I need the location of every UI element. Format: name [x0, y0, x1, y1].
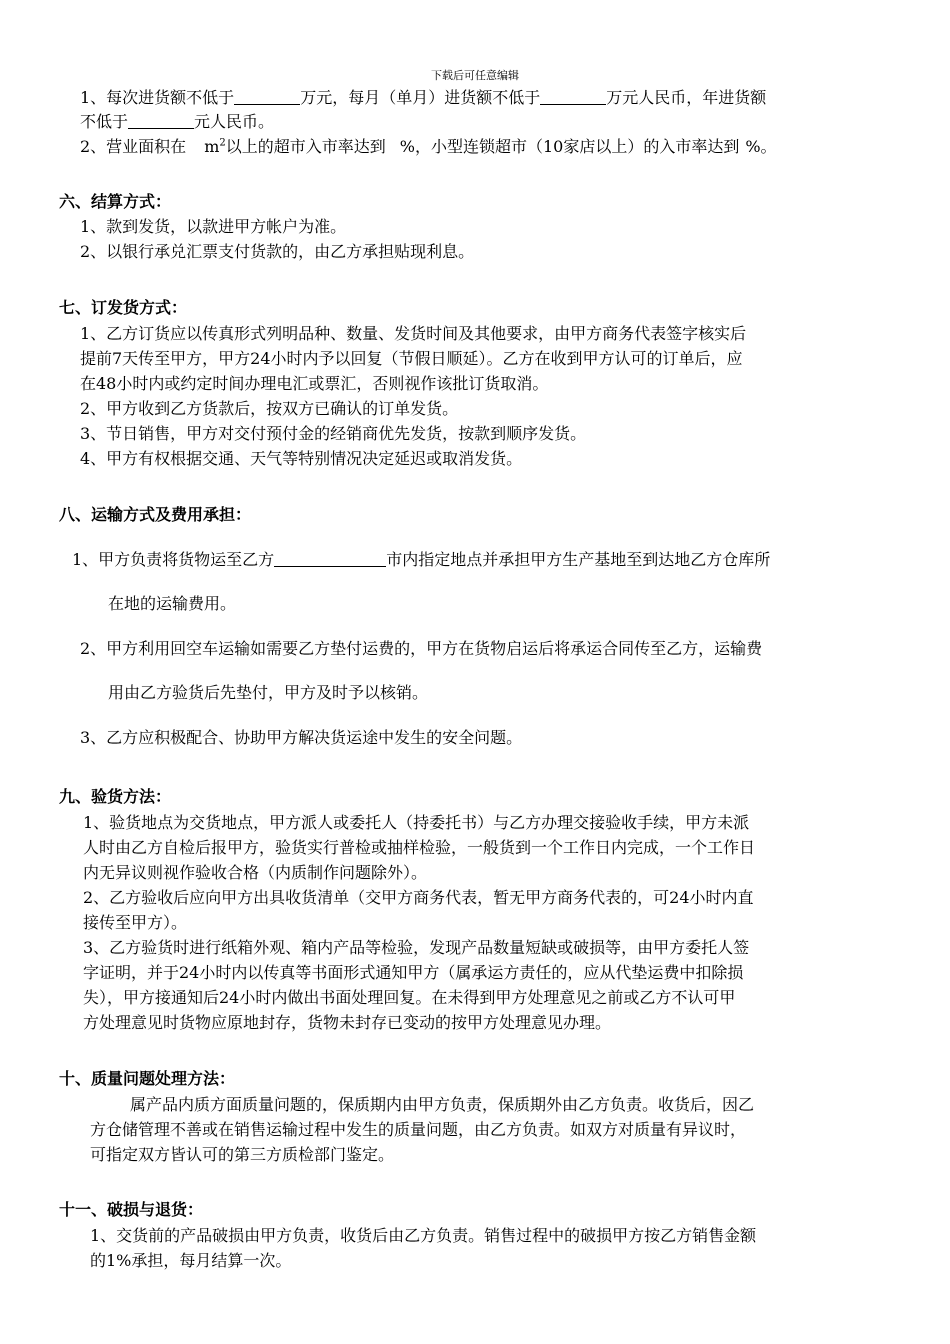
- s7-line-1: 1、乙方订货应以传真形式列明品种、数量、发货时间及其他要求，由甲方商务代表签字核实后: [80, 324, 747, 343]
- s7-line-2: 提前7天传至甲方，甲方24小时内予以回复（节假日顺延）。乙方在收到甲方认可的订单后，应: [80, 349, 743, 368]
- s9-line-9: 方处理意见时货物应原地封存，货物未封存已变动的按甲方处理意见办理。: [83, 1013, 612, 1032]
- s7-line-6: 4、甲方有权根据交通、天气等特别情况决定延迟或取消发货。: [80, 449, 523, 468]
- s6-item-1: 1、款到发货，以款进甲方帐户为准。: [80, 217, 347, 236]
- s5-line-1: 1、每次进货额不低于 万元，每月（单月）进货额不低于 万元人民币，年进货额: [80, 88, 767, 107]
- s10-line-1: 属产品内质方面质量问题的，保质期内由甲方负责，保质期外由乙方负责。收货后，因乙: [130, 1095, 755, 1114]
- s8-line-5: 3、乙方应积极配合、协助甲方解决货运途中发生的安全问题。: [80, 728, 523, 747]
- section-7-title: 七、订发货方式：: [59, 298, 188, 317]
- s5-line-3: 2、营业面积在 $m^2$以上的超市入市率达到 %，小型连锁超市（10家店以上）的入市率达到 %。: [80, 137, 777, 156]
- s7-line-3: 在48小时内或约定时间办理电汇或票汇，否则视作该批订货取消。: [80, 374, 549, 393]
- s9-line-3: 内无异议则视作验收合格（内质制作问题除外）。: [83, 863, 428, 882]
- s9-line-4: 2、乙方验收后应向甲方出具收货清单（交甲方商务代表，暂无甲方商务代表的，可24小时内直: [83, 888, 754, 907]
- s8-line-1: 1、甲方负责将货物运至乙方 市内指定地点并承担甲方生产基地至到达地乙方仓库所: [72, 550, 771, 569]
- s11-line-2: 的1%承担，每月结算一次。: [90, 1251, 292, 1270]
- s10-line-2: 方仓储管理不善或在销售运输过程中发生的质量问题，由乙方负责。如双方对质量有异议时，: [90, 1120, 747, 1139]
- s9-line-2: 人时由乙方自检后报甲方，验货实行普检或抽样检验，一般货到一个工作日内完成，一个工作日: [83, 838, 756, 857]
- section-6-title: 六、结算方式：: [59, 192, 172, 211]
- s8-line-3: 2、甲方利用回空车运输如需要乙方垫付运费的，甲方在货物启运后将承运合同传至乙方，运输费: [80, 639, 763, 658]
- s6-item-2: 2、以银行承兑汇票支付货款的，由乙方承担贴现利息。: [80, 242, 475, 261]
- s9-line-5: 接传至甲方）。: [83, 913, 188, 932]
- s8-line-2: 在地的运输费用。: [108, 594, 237, 613]
- section-11-title: 十一、破损与退货：: [59, 1200, 204, 1219]
- section-8-title: 八、运输方式及费用承担：: [59, 505, 252, 524]
- s8-line-4: 用由乙方验货后先垫付，甲方及时予以核销。: [108, 683, 429, 702]
- s9-line-8: 失），甲方接通知后24小时内做出书面处理回复。在未得到甲方处理意见之前或乙方不认可甲: [83, 988, 736, 1007]
- s9-line-1: 1、验货地点为交货地点，甲方派人或委托人（持委托书）与乙方办理交接验收手续，甲方未派: [83, 813, 750, 832]
- s9-line-7: 字证明，并于24小时内以传真等书面形式通知甲方（属承运方责任的，应从代垫运费中扣除损: [83, 963, 744, 982]
- s10-line-3: 可指定双方皆认可的第三方质检部门鉴定。: [90, 1145, 395, 1164]
- s9-line-6: 3、乙方验货时进行纸箱外观、箱内产品等检验，发现产品数量短缺或破损等，由甲方委托人签: [83, 938, 750, 957]
- s11-line-1: 1、交货前的产品破损由甲方负责，收货后由乙方负责。销售过程中的破损甲方按乙方销售金额: [90, 1226, 757, 1245]
- blank-field: [540, 92, 606, 105]
- s7-line-4: 2、甲方收到乙方货款后，按双方已确认的订单发货。: [80, 399, 459, 418]
- page-header: 下载后可任意编辑: [431, 69, 519, 82]
- s5-line-2: 不低于 元人民币。: [80, 112, 275, 131]
- section-9-title: 九、验货方法：: [59, 787, 172, 806]
- blank-field: [128, 116, 194, 129]
- section-10-title: 十、质量问题处理方法：: [59, 1069, 236, 1088]
- s7-line-5: 3、节日销售，甲方对交付预付金的经销商优先发货，按款到顺序发货。: [80, 424, 587, 443]
- blank-field: [274, 554, 386, 567]
- blank-field: [234, 92, 300, 105]
